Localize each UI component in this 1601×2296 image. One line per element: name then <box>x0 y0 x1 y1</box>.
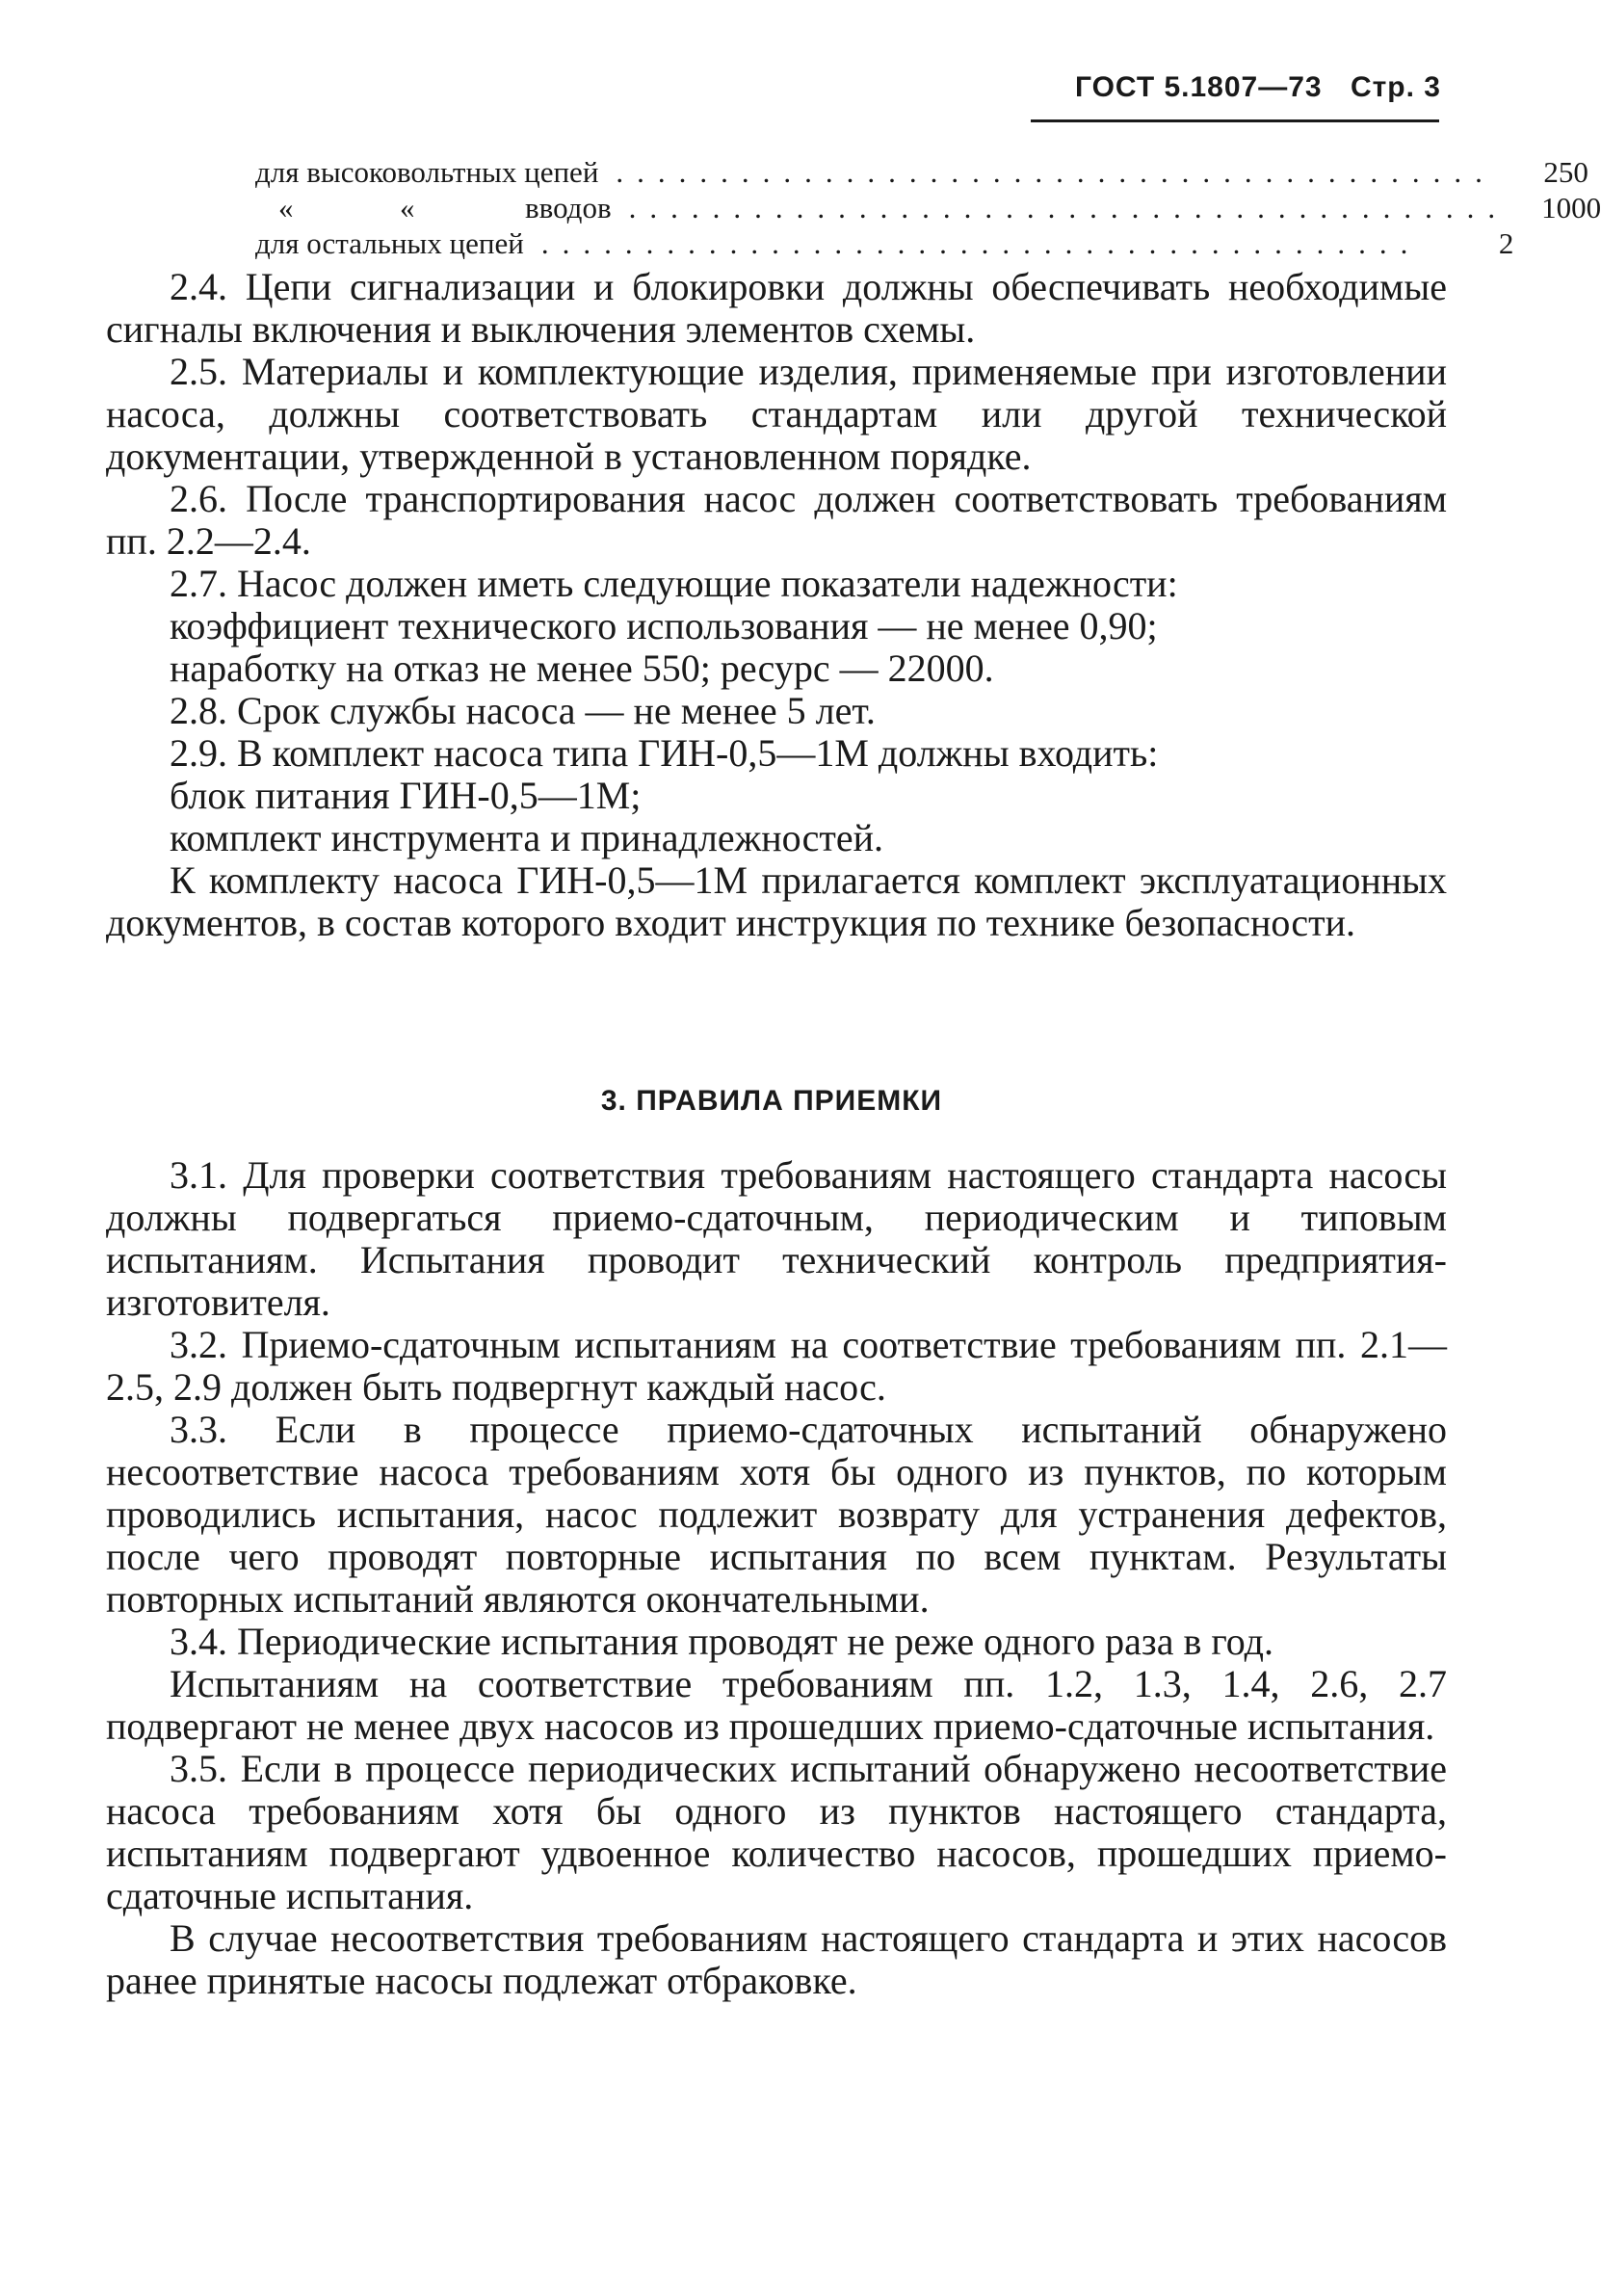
reliability-line: коэффициент технического использования — не менее 0,90; <box>170 604 1158 647</box>
paragraph-3-3: 3.3. Если в процессе приемо-сдаточных испытаний обнаружено несоответствие насоса требованиям хотя бы одного из пунктов, по которым проводились испытания, насос подлежит возврату для устранения дефектов, после чего проводят повторные испытания по всем пунктам. Результаты повторных испытаний являются окончательными. <box>106 1408 1447 1621</box>
list-item-label <box>255 190 612 225</box>
list-item <box>255 225 1514 261</box>
list-item-label: для остальных цепей <box>255 226 524 260</box>
list-item-word: вводов <box>525 191 612 224</box>
section-title: 3. ПРАВИЛА ПРИЕМКИ <box>600 1085 943 1117</box>
paragraph-2-9: 2.9. В комплект насоса типа ГИН-0,5—1М должны входить: <box>170 731 1159 775</box>
paragraph-3-1: 3.1. Для проверки соответствия требованиям настоящего стандарта насосы должны подвергаться приемо-сдаточным, периодическим и типовым испытаниям. Испытания проводит технический контроль предприятия-изготовителя. <box>106 1153 1447 1324</box>
leader-dots: .......................................... <box>616 155 1496 189</box>
leader-dots: .......................................... <box>628 191 1509 224</box>
list-item-value: 250 <box>1543 155 1588 189</box>
paragraph-docs: К комплекту насоса ГИН-0,5—1М прилагается комплект эксплуатационных документов, в состав которого входит инструкция по технике безопасности. <box>106 858 1447 944</box>
paragraph-3-4: 3.4. Периодические испытания проводят не реже одного раза в год. <box>170 1620 1273 1663</box>
list-item-value: 1000 <box>1541 191 1601 224</box>
kit-line: блок питания ГИН-0,5—1М; <box>170 774 642 817</box>
list-item-label: для высоковольтных цепей <box>255 155 599 189</box>
list-item <box>255 190 1601 225</box>
paragraph-3-2: 3.2. Приемо-сдаточным испытаниям на соответствие требованиям пп. 2.1—2.5, 2.9 должен быть подвергнут каждый насос. <box>106 1323 1447 1409</box>
list-item-value: 2 <box>1498 226 1514 260</box>
section-2-text <box>106 266 1447 944</box>
header-rule <box>1031 119 1439 122</box>
reliability-line: наработку на отказ не менее 550; ресурс — 22000. <box>170 647 994 690</box>
standard-number: ГОСТ 5.1807—73 <box>1074 71 1323 103</box>
page-header <box>1075 71 1441 104</box>
paragraph-2-8: 2.8. Срок службы насоса — не менее 5 лет. <box>170 689 876 732</box>
paragraph-3-5-cont: В случае несоответствия требованиям настоящего стандарта и этих насосов ранее принятые насосы подлежат отбраковке. <box>106 1916 1447 2002</box>
paragraph-2-7: 2.7. Насос должен иметь следующие показатели надежности: <box>170 562 1178 605</box>
voltage-list <box>255 154 1601 261</box>
ditto-mark: « <box>278 191 294 224</box>
paragraph-3-4-cont: Испытаниям на соответствие требованиям пп. 1.2, 1.3, 1.4, 2.6, 2.7 подвергают не менее двух насосов из прошедших приемо-сдаточные испытания. <box>106 1662 1447 1748</box>
paragraph-2-4: 2.4. Цепи сигнализации и блокировки должны обеспечивать необходимые сигналы включения и выключения элементов схемы. <box>106 265 1447 351</box>
paragraph-3-5: 3.5. Если в процессе периодических испытаний обнаружено несоответствие насоса требованиям хотя бы одного из пунктов настоящего стандарта, испытаниям подвергают удвоенное количество насосов, прошедших приемо-сдаточные испытания. <box>106 1747 1447 1917</box>
list-item <box>255 154 1588 190</box>
paragraph-2-5: 2.5. Материалы и комплектующие изделия, применяемые при изготовлении насоса, должны соответствовать стандартам или другой технической документации, утвержденной в установленном порядке. <box>106 350 1447 478</box>
section-3-text <box>106 1154 1447 2002</box>
ditto-mark: « <box>400 191 415 224</box>
paragraph-2-6: 2.6. После транспортирования насос должен соответствовать требованиям пп. 2.2—2.4. <box>106 477 1447 563</box>
leader-dots: .......................................... <box>540 226 1422 260</box>
kit-line: комплект инструмента и принадлежностей. <box>170 816 884 859</box>
page-number: Стр. 3 <box>1350 71 1441 103</box>
